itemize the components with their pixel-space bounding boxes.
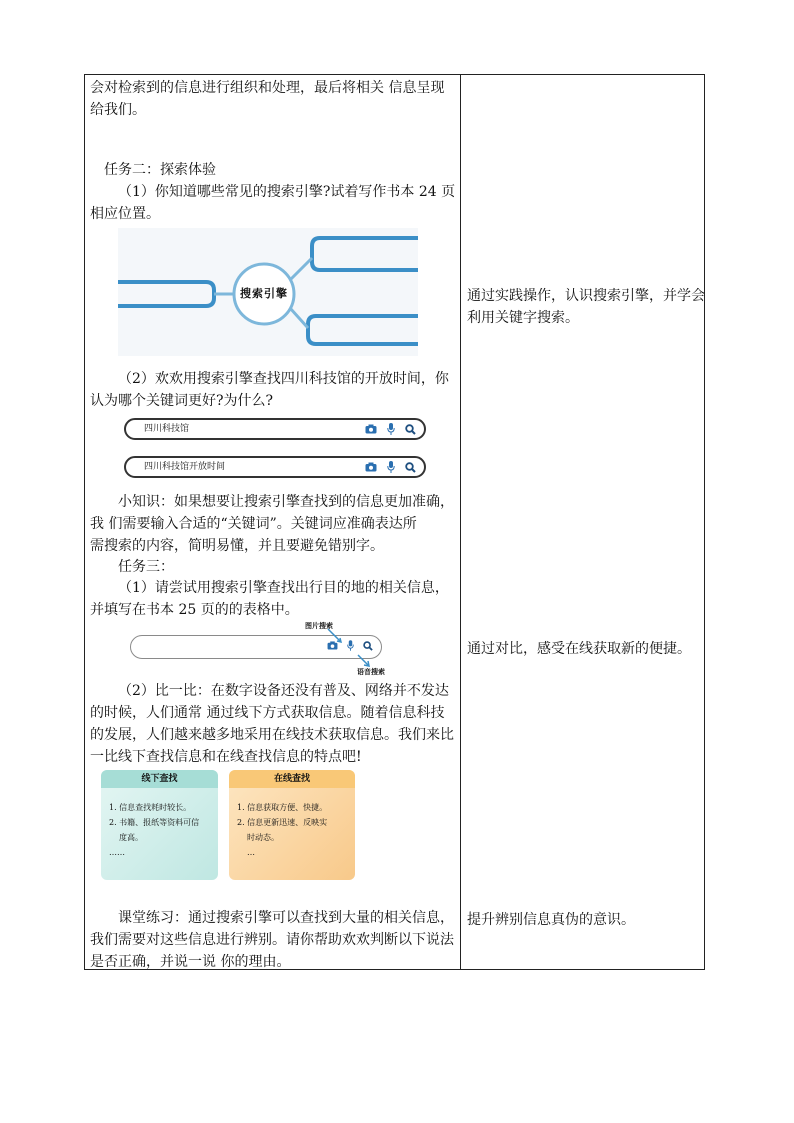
right-note1-line1: 通过实践操作，认识搜索引擎，并学会 xyxy=(467,288,705,304)
offline-card-title: 线下查找 xyxy=(101,770,218,788)
mindmap-center-label: 搜索引擎 xyxy=(240,287,288,300)
compare-line1: （2）比一比：在数字设备还没有普及、网络并不发达 xyxy=(118,683,449,699)
task3-title: 任务三： xyxy=(118,559,174,575)
image-search-label: 图片搜索 xyxy=(305,622,333,630)
column-divider xyxy=(460,74,461,970)
compare-line4: 一比线下查找信息和在线查找信息的特点吧! xyxy=(90,749,362,765)
practice-line3: 是否正确，并说一说 你的理由。 xyxy=(90,954,291,970)
task2-question1-line1: （1）你知道哪些常见的搜索引擎?试着写作书本 24 页 xyxy=(118,184,456,200)
right-note3: 提升辨别信息真伪的意识。 xyxy=(467,912,635,928)
tip-line1: 小知识：如果想要让搜索引擎查找到的信息更加准确， xyxy=(118,494,454,510)
voice-search-label: 语音搜索 xyxy=(357,668,385,676)
task2-question2-line1: （2）欢欢用搜索引擎查找四川科技馆的开放时间，你 xyxy=(118,371,449,387)
online-item-1: 1. 信息获取方便、快捷。 xyxy=(237,803,328,812)
online-item-2b: 时动态。 xyxy=(247,833,279,842)
intro-text-line2: 给我们。 xyxy=(90,102,146,118)
offline-more: …… xyxy=(109,848,125,857)
search-bar-keyword2[interactable] xyxy=(124,456,426,478)
microphone-icon[interactable] xyxy=(387,423,395,435)
search-icon[interactable] xyxy=(405,424,416,435)
offline-item-1: 1. 信息查找耗时较长。 xyxy=(109,803,192,812)
online-search-card xyxy=(229,770,355,880)
search-icon[interactable] xyxy=(405,462,416,473)
offline-item-2b: 度高。 xyxy=(119,833,143,842)
compare-line2: 的时候，人们通常 通过线下方式获取信息。随着信息科技 xyxy=(90,705,445,721)
label-arrows xyxy=(320,627,380,669)
task3-question1-line2: 并填写在书本 25 页的的表格中。 xyxy=(90,602,299,618)
search-query-2: 四川科技馆开放时间 xyxy=(144,462,226,472)
online-item-2a: 2. 信息更新迅速、反映实 xyxy=(237,818,328,827)
right-note2: 通过对比，感受在线获取新的便捷。 xyxy=(467,641,691,657)
task2-title: 任务二：探索体验 xyxy=(104,162,216,178)
search-query-1: 四川科技馆 xyxy=(144,424,190,434)
task3-question1-line1: （1）请尝试用搜索引擎查找出行目的地的相关信息， xyxy=(118,580,449,596)
microphone-icon[interactable] xyxy=(387,461,395,473)
online-card-title: 在线查找 xyxy=(229,770,355,788)
online-more: … xyxy=(247,848,255,857)
online-card-body xyxy=(237,800,327,860)
practice-line2: 我们需要对这些信息进行辨别。请你帮助欢欢判断以下说法 xyxy=(90,932,454,948)
offline-search-card xyxy=(101,770,218,880)
search-bar-keyword1[interactable] xyxy=(124,418,426,440)
task2-question1-line2: 相应位置。 xyxy=(90,206,160,222)
compare-line3: 的发展，人们越来越多地采用在线技术获取信息。我们来比 xyxy=(90,727,454,743)
tip-line3: 需搜索的内容，简明易懂，并且要避免错别字。 xyxy=(90,538,384,554)
practice-line1: 课堂练习：通过搜索引擎可以查找到大量的相关信息， xyxy=(118,910,454,926)
camera-icon[interactable] xyxy=(365,462,377,472)
offline-card-body xyxy=(109,800,199,860)
camera-icon[interactable] xyxy=(365,424,377,434)
intro-text-line1: 会对检索到的信息进行组织和处理，最后将相关 信息呈现 xyxy=(90,80,445,96)
task2-question2-line2: 认为哪个关键词更好?为什么? xyxy=(90,393,274,409)
tip-line2: 我 们需要输入合适的“关键词”。关键词应准确表达所 xyxy=(90,516,417,532)
offline-item-2a: 2. 书籍、报纸等资料可信 xyxy=(109,818,200,827)
search-engine-mindmap xyxy=(118,228,418,356)
right-note1-line2: 利用关键字搜索。 xyxy=(467,310,579,326)
